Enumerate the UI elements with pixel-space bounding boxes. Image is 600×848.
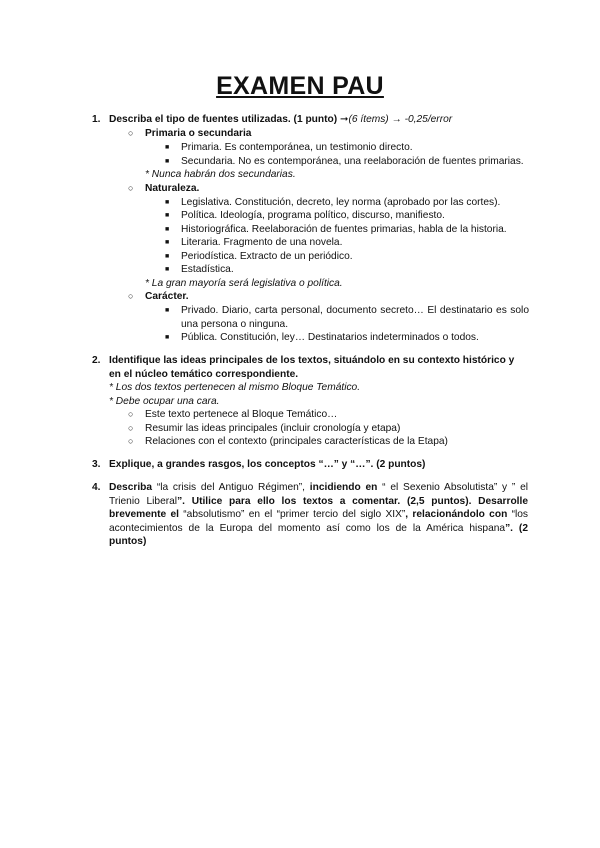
square-bullet-icon: ■ bbox=[165, 226, 170, 233]
section-heading: Carácter. bbox=[145, 291, 189, 302]
square-bullet-icon: ■ bbox=[165, 307, 170, 314]
square-bullet-icon: ■ bbox=[165, 144, 170, 151]
question-number: 2. bbox=[92, 355, 101, 366]
list-item: Relaciones con el contexto (principales características de la Etapa) bbox=[145, 436, 448, 447]
list-item: Privado. Diario, carta personal, documento secreto… El destinatario es solo una persona o ninguna. bbox=[181, 305, 529, 330]
circle-bullet-icon: ○ bbox=[128, 423, 134, 433]
question-4 bbox=[92, 481, 529, 548]
square-bullet-icon: ■ bbox=[165, 266, 170, 273]
circle-bullet-icon: ○ bbox=[128, 409, 134, 419]
question-text: Explique, a grandes rasgos, los conceptos “…” y “…”. (2 puntos) bbox=[109, 459, 426, 470]
question-number: 4. bbox=[92, 482, 101, 493]
list-item: Literaria. Fragmento de una novela. bbox=[181, 237, 343, 248]
list-item: Secundaria. No es contemporánea, una reelaboración de fuentes primarias. bbox=[181, 156, 524, 167]
list-item: Legislativa. Constitución, decreto, ley norma (aprobado por las cortes). bbox=[181, 197, 501, 208]
list-item: Pública. Constitución, ley… Destinatarios indeterminados o todos. bbox=[181, 332, 479, 343]
arrow-icon: ➞ bbox=[339, 114, 349, 125]
square-bullet-icon: ■ bbox=[165, 334, 170, 341]
question-1 bbox=[92, 113, 528, 127]
note: * Los dos textos pertenecen al mismo Bloque Temático. bbox=[109, 382, 361, 393]
question-3 bbox=[92, 458, 528, 472]
note: * Debe ocupar una cara. bbox=[109, 396, 220, 407]
question-number: 3. bbox=[92, 459, 101, 470]
list-item: Historiográfica. Reelaboración de fuentes primarias, habla de la historia. bbox=[181, 224, 507, 235]
question-text: Identifique las ideas principales de los textos, situándolo en su contexto histórico y en el núcleo temático correspondiente. bbox=[109, 355, 515, 380]
square-bullet-icon: ■ bbox=[165, 253, 170, 260]
question-text: Describa “la crisis del Antiguo Régimen”, incidiendo en “ el Sexenio Absolutista” y ” el Trienio Liberal”. Utilice para ello los textos a comentar. (2,5 puntos). Desarrolle brevemente el “absolutismo” en el “primer tercio del siglo XIX”, relacionándolo con “los acontecimientos de la Europa del momento así como los de la América hispana”. (2 puntos) bbox=[109, 482, 529, 548]
note: * La gran mayoría será legislativa o política. bbox=[145, 278, 343, 289]
square-bullet-icon: ■ bbox=[165, 158, 170, 165]
circle-bullet-icon: ○ bbox=[128, 128, 134, 138]
page-title: EXAMEN PAU bbox=[216, 72, 384, 100]
section-heading: Naturaleza. bbox=[145, 183, 200, 194]
list-item: Primaria. Es contemporánea, un testimonio directo. bbox=[181, 142, 413, 153]
note: * Nunca habrán dos secundarias. bbox=[145, 169, 296, 180]
circle-bullet-icon: ○ bbox=[128, 183, 134, 193]
arrow-icon: → bbox=[391, 114, 402, 125]
question-2 bbox=[92, 354, 528, 382]
square-bullet-icon: ■ bbox=[165, 212, 170, 219]
list-item: Política. Ideología, programa político, discurso, manifiesto. bbox=[181, 210, 445, 221]
circle-bullet-icon: ○ bbox=[128, 291, 134, 301]
list-item: Resumir las ideas principales (incluir cronología y etapa) bbox=[145, 423, 401, 434]
list-item: Este texto pertenece al Bloque Temático… bbox=[145, 409, 338, 420]
circle-bullet-icon: ○ bbox=[128, 436, 134, 446]
list-item: Periodística. Extracto de un periódico. bbox=[181, 251, 353, 262]
square-bullet-icon: ■ bbox=[165, 199, 170, 206]
list-item: Estadística. bbox=[181, 264, 234, 275]
square-bullet-icon: ■ bbox=[165, 239, 170, 246]
section-heading: Primaria o secundaria bbox=[145, 128, 252, 139]
question-number: 1. bbox=[92, 114, 101, 125]
question-text: Describa el tipo de fuentes utilizadas. (1 punto) ➞(6 ítems) → -0,25/error bbox=[109, 114, 453, 125]
